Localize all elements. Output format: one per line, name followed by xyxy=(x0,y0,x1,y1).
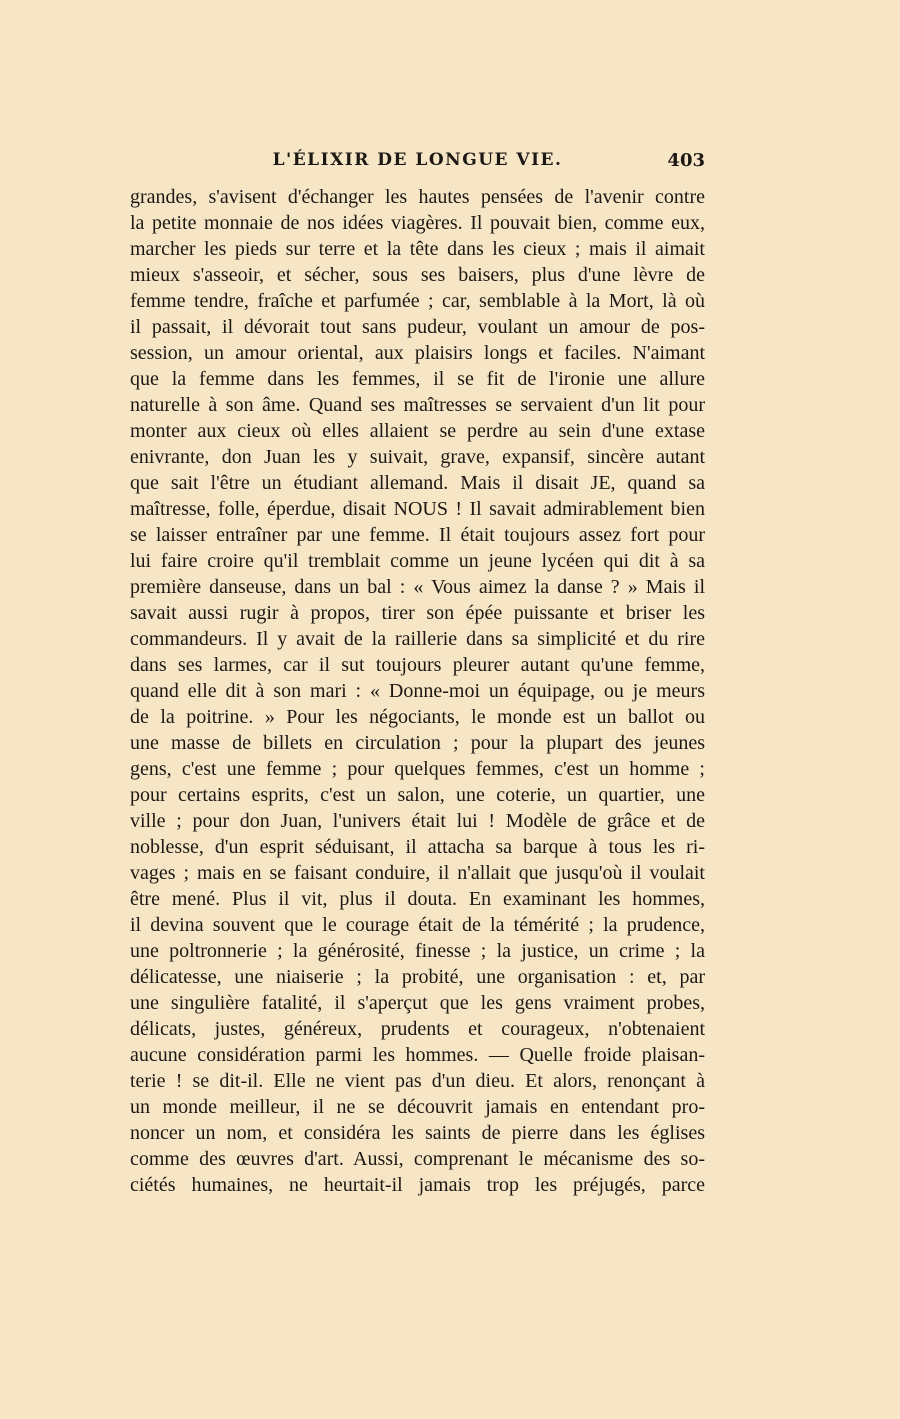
text-line: terie ! se dit-il. Elle ne vient pas d'un dieu. Et alors, renonçant à xyxy=(130,1070,705,1092)
text-line: mieux s'asseoir, et sécher, sous ses baisers, plus d'une lèvre de xyxy=(130,264,705,286)
text-line: maîtresse, folle, éperdue, disait NOUS ! Il savait admirablement bien xyxy=(130,498,705,520)
text-line: commandeurs. Il y avait de la raillerie dans sa simplicité et du rire xyxy=(130,628,705,650)
text-line: ciétés humaines, ne heurtait-il jamais trop les préjugés, parce xyxy=(130,1174,705,1196)
text-line: savait aussi rugir à propos, tirer son épée puissante et briser les xyxy=(130,602,705,624)
text-line: délicatesse, une niaiserie ; la probité, une organisation : et, par xyxy=(130,966,705,988)
text-line: comme des œuvres d'art. Aussi, comprenant le mécanisme des so- xyxy=(130,1148,705,1170)
body-text xyxy=(130,184,705,1198)
text-line: noncer un nom, et considéra les saints de pierre dans les églises xyxy=(130,1122,705,1144)
text-line: pour certains esprits, c'est un salon, une coterie, un quartier, une xyxy=(130,784,705,806)
text-line: gens, c'est une femme ; pour quelques femmes, c'est un homme ; xyxy=(130,758,705,780)
text-line: ville ; pour don Juan, l'univers était lui ! Modèle de grâce et de xyxy=(130,810,705,832)
text-line: première danseuse, dans un bal : « Vous aimez la danse ? » Mais il xyxy=(130,576,705,598)
text-line: être mené. Plus il vit, plus il douta. En examinant les hommes, xyxy=(130,888,705,910)
text-line: un monde meilleur, il ne se découvrit jamais en entendant pro- xyxy=(130,1096,705,1118)
text-line: marcher les pieds sur terre et la tête dans les cieux ; mais il aimait xyxy=(130,238,705,260)
text-line: enivrante, don Juan les y suivait, grave, expansif, sincère autant xyxy=(130,446,705,468)
text-line: il devina souvent que le courage était de la témérité ; la prudence, xyxy=(130,914,705,936)
text-line: quand elle dit à son mari : « Donne-moi un équipage, ou je meurs xyxy=(130,680,705,702)
text-line: se laisser entraîner par une femme. Il était toujours assez fort pour xyxy=(130,524,705,546)
text-line: grandes, s'avisent d'échanger les hautes pensées de l'avenir contre xyxy=(130,186,705,208)
text-line: il passait, il dévorait tout sans pudeur, voulant un amour de pos- xyxy=(130,316,705,338)
text-line: vages ; mais en se faisant conduire, il n'allait que jusqu'où il voulait xyxy=(130,862,705,884)
text-line: aucune considération parmi les hommes. — Quelle froide plaisan- xyxy=(130,1044,705,1066)
page-header xyxy=(130,150,705,176)
running-title: L'ÉLIXIR DE LONGUE VIE. xyxy=(272,150,563,170)
text-line: session, un amour oriental, aux plaisirs longs et faciles. N'aimant xyxy=(130,342,705,364)
text-line: de la poitrine. » Pour les négociants, le monde est un ballot ou xyxy=(130,706,705,728)
text-line: la petite monnaie de nos idées viagères. Il pouvait bien, comme eux, xyxy=(130,212,705,234)
text-line: dans ses larmes, car il sut toujours pleurer autant qu'une femme, xyxy=(130,654,705,676)
text-line: lui faire croire qu'il tremblait comme un jeune lycéen qui dit à sa xyxy=(130,550,705,572)
text-line: femme tendre, fraîche et parfumée ; car, semblable à la Mort, là où xyxy=(130,290,705,312)
text-line: monter aux cieux où elles allaient se perdre au sein d'une extase xyxy=(130,420,705,442)
text-line: délicats, justes, généreux, prudents et courageux, n'obtenaient xyxy=(130,1018,705,1040)
text-line: naturelle à son âme. Quand ses maîtresses se servaient d'un lit pour xyxy=(130,394,705,416)
text-line: une singulière fatalité, il s'aperçut que les gens vraiment probes, xyxy=(130,992,705,1014)
text-line: une masse de billets en circulation ; pour la plupart des jeunes xyxy=(130,732,705,754)
text-line: noblesse, d'un esprit séduisant, il attacha sa barque à tous les ri- xyxy=(130,836,705,858)
page-number: 403 xyxy=(667,150,705,171)
text-line: une poltronnerie ; la générosité, finesse ; la justice, un crime ; la xyxy=(130,940,705,962)
text-line: que la femme dans les femmes, il se fit de l'ironie une allure xyxy=(130,368,705,390)
text-line: que sait l'être un étudiant allemand. Mais il disait JE, quand sa xyxy=(130,472,705,494)
